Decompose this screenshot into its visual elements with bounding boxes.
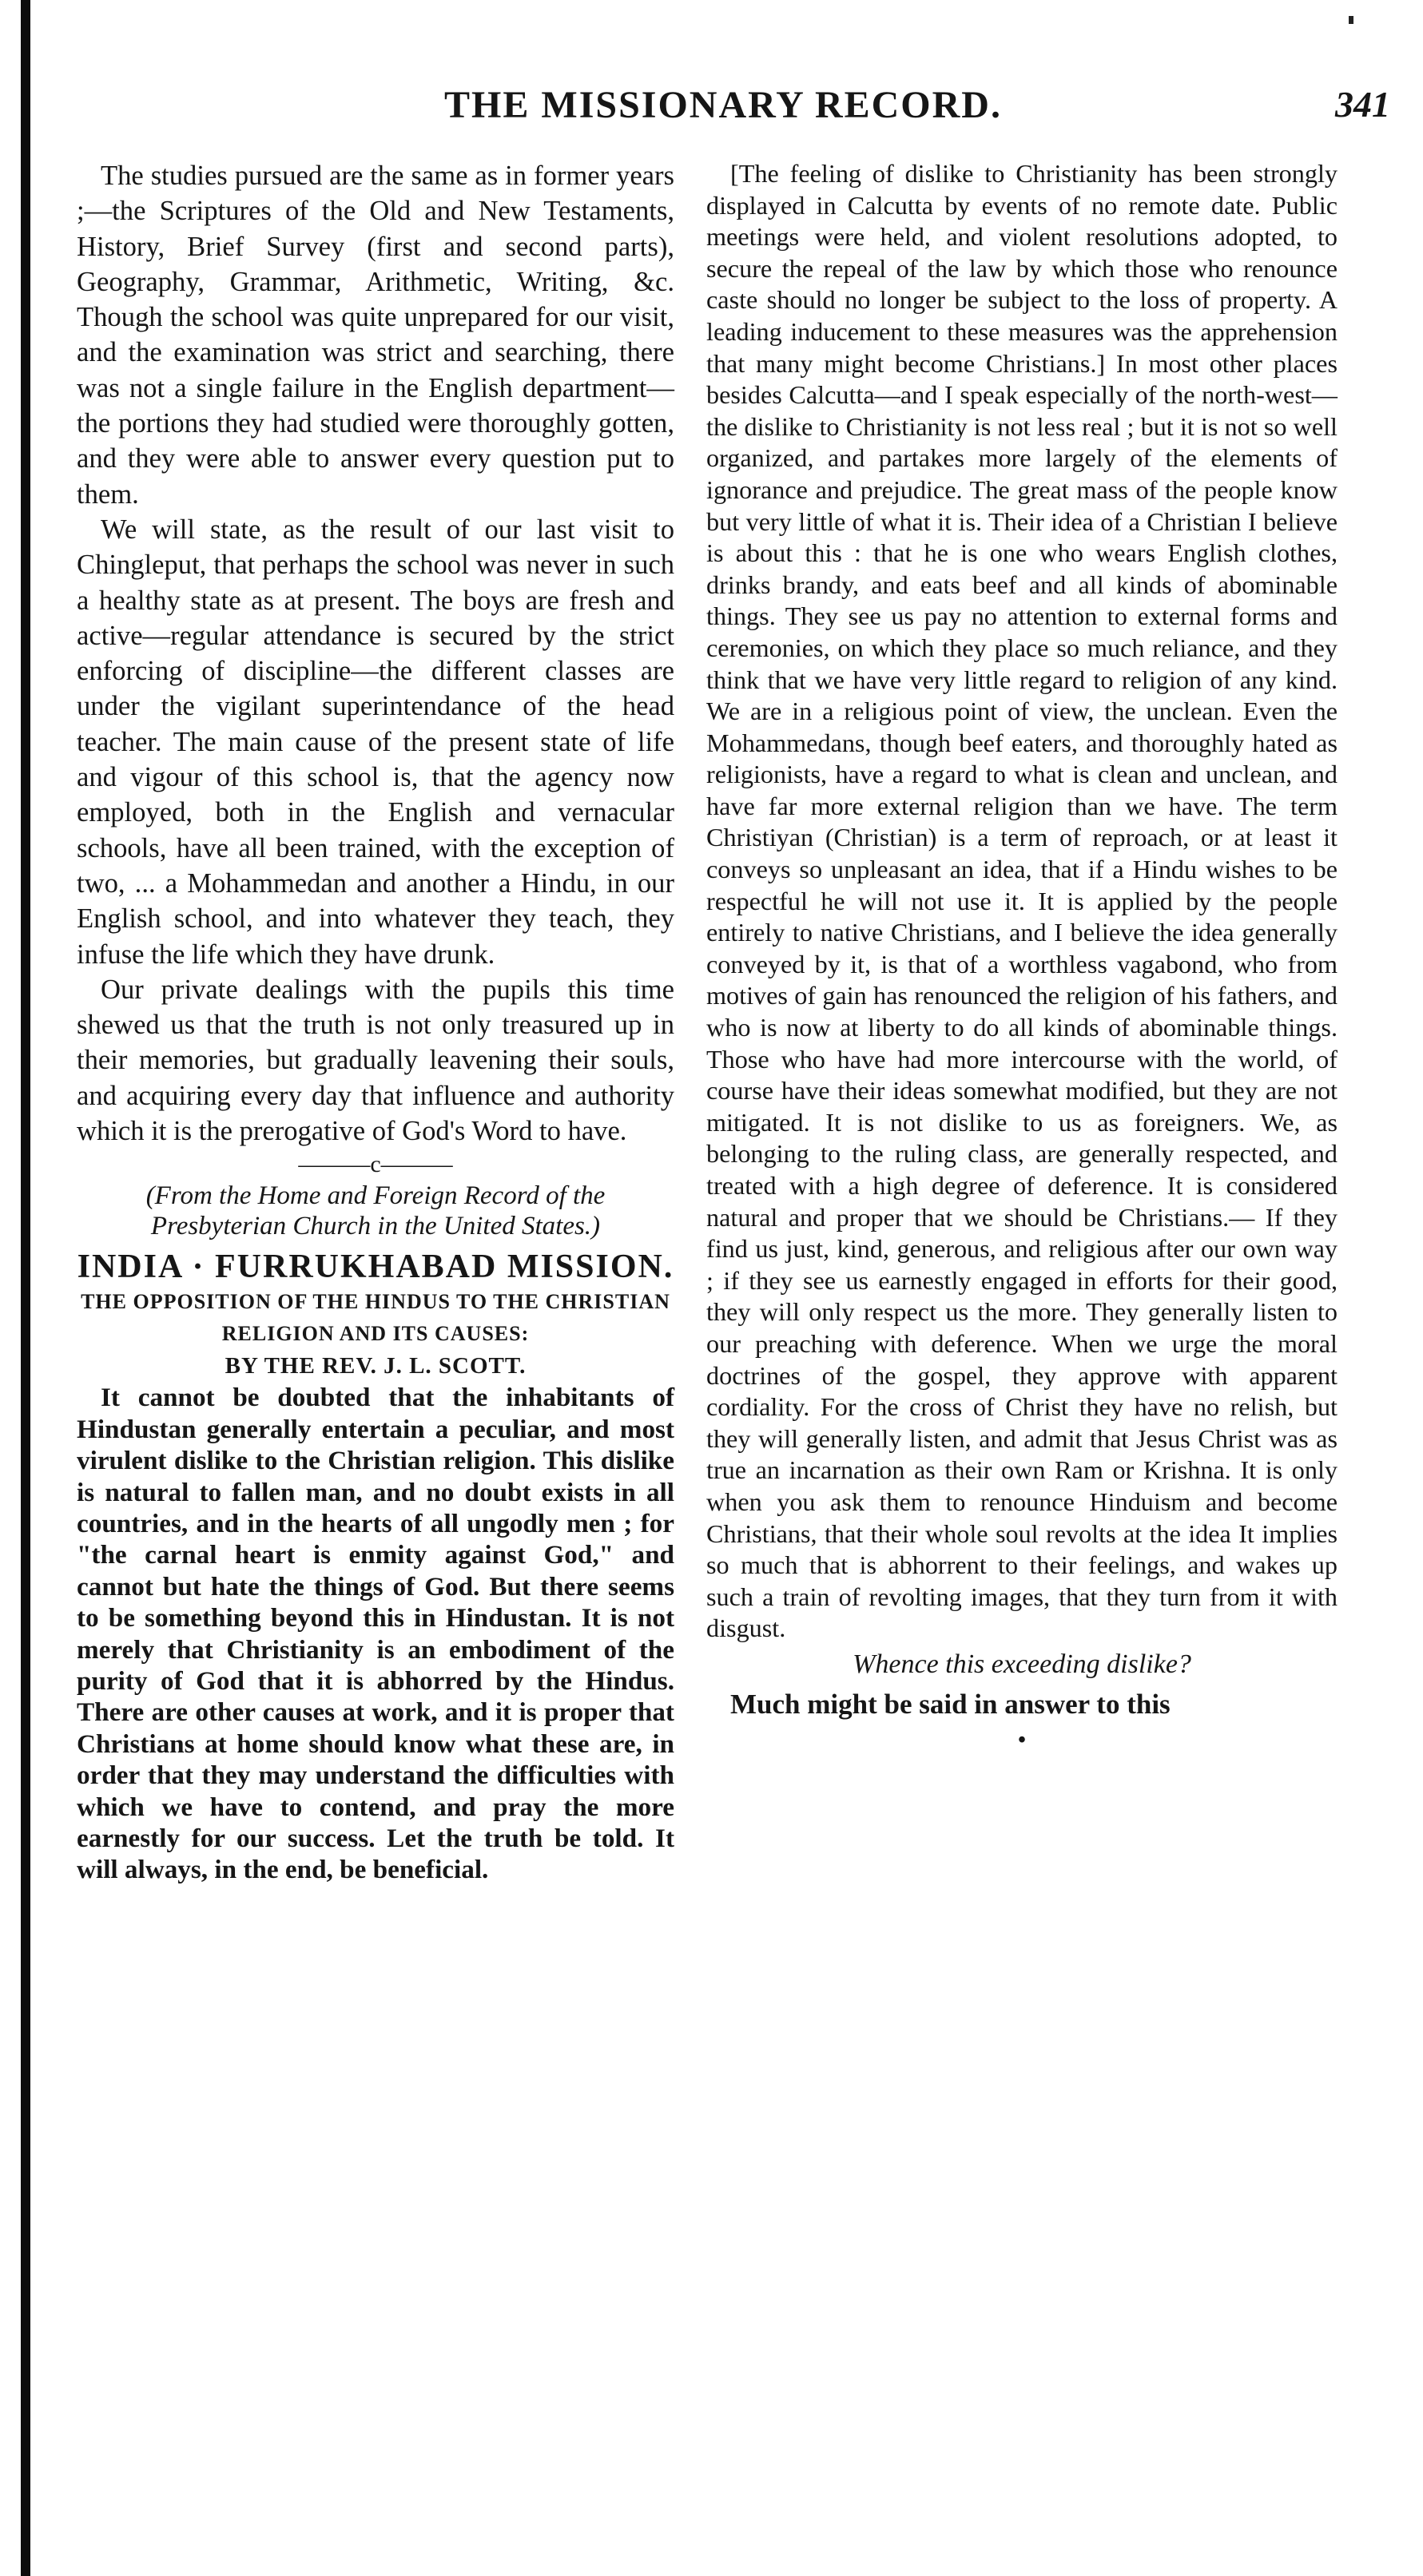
question-heading: Whence this exceeding dislike?: [853, 1649, 1191, 1679]
article-byline: BY THE REV. J. L. SCOTT.: [225, 1353, 527, 1379]
article-source: (From the Home and Foreign Record of the Presbyterian Church in the United States.): [145, 1181, 606, 1241]
paragraph-article-opening: It cannot be doubted that the inhabitants of Hindustan generally entertain a peculiar, and most virulent dislike to the Christian religion. This dislike is natural to fallen man, and no doubt exists in all countries, and in the hearts of all ungodly men ; for "the carnal heart is enmity against God," and cannot but hate the things of God. But there seems to be something beyond this in Hindustan. It is not merely that Christianity is an embodiment of the purity of God that it is abhorred by the Hindus. There are other causes at work, and it is proper that Christians at home should know what these are, in order that they may understand the difficulties with which we have to contend, and pray the more earnestly for our success. Let the truth be told. It will always, in the end, be beneficial.: [77, 1383, 674, 1885]
binding-rule: [21, 0, 30, 2576]
article-subtitle: THE OPPOSITION OF THE HINDUS TO THE CHRISTIAN RELIGION AND ITS CAUSES:: [81, 1290, 670, 1346]
section-separator: ———c———: [298, 1151, 453, 1178]
right-column: [706, 158, 1338, 1756]
paragraph-private-dealings: Our private dealings with the pupils this time shewed us that the truth is not only treasured up in their memories, but gradually leavening their souls, and acquiring every day that influence and authority which it is the prerogative of God's Word to have.: [77, 974, 674, 1147]
running-head: THE MISSIONARY RECORD.: [444, 84, 1002, 126]
paragraph-chingleput: We will state, as the result of our last visit to Chingleput, that perhaps the school was never in such a healthy state as at present. The boys are fresh and active—regular attendance is secured by the strict enforcing of discipline—the different classes are under the vigilant superintendance of the head teacher. The main cause of the present state of life and vigour of this school is, that the agency now employed, both in the English and vernacular schools, have all been trained, with the exception of two, ... a Mohammedan and another a Hindu, in our English school, and into whatever they teach, they infuse the life which they have drunk.: [77, 514, 674, 970]
page-number: 341: [1335, 84, 1390, 125]
page-header: [48, 83, 1398, 131]
end-mark: •: [1018, 1727, 1026, 1752]
paragraph-feeling-of-dislike: [The feeling of dislike to Christianity has been strongly displayed in Calcutta by events of no remote date. Public meetings were held, and violent resolutions adopted, to secure the repeal of the law by which those who renounce caste should no longer be subject to the loss of property. A leading inducement to these measures was the apprehension that many might become Christians.] In most other places besides Calcutta—and I speak especially of the north-west—the dislike to Christianity is not less real ; but it is not so well organized, and partakes more largely of the elements of ignorance and prejudice. The great mass of the people know but very little of what it is. Their idea of a Christian I believe is about this : that he is one who wears English clothes, drinks brandy, and eats beef and all kinds of abominable things. They see us pay no attention to external forms and ceremonies, on which they place so much reliance, and they think that we have very little regard to religion of any kind. We are in a religious point of view, the unclean. Even the Mohammedans, though beef eaters, and thoroughly hated as religionists, have a regard to what is clean and unclean, and have far more external religion than we have. The term Christiyan (Christian) is a term of reproach, or at least it conveys so unpleasant an idea, that if a Hindu wishes to be respectful he will not use it. It is applied by the people entirely to native Christians, and I believe the idea generally conveyed by it, is that of a worthless vagabond, who from motives of gain has renounced the religion of his fathers, and who is now at liberty to do all kinds of abominable things. Those who have had more intercourse with the world, of course have their ideas somewhat modified, but they are not mitigated. It is not dislike to us as foreigners. We, as belonging to the ruling class, are generally respected, and treated with a high degree of deference. It is considered natural and proper that we should be Christians.— If they find us just, kind, generous, and religious after our own way ; if they see us earnestly engaged in efforts for their good, they will only respect us the more. They generally listen to our preaching with deference. When we urge the moral doctrines of the gospel, they approve with apparent cordiality. For the cross of Christ they have no relish, but they will generally listen, and admit that Jesus Christ was as true an incarnation as their own Ram or Krishna. It is only when you ask them to renounce Hinduism and become Christians, that their whole soul revolts at the idea It implies so much that is abhorrent to their feelings, and wakes up such a train of revolting images, that they turn from it with disgust.: [706, 159, 1338, 1643]
paragraph-closing: Much might be said in answer to this: [730, 1688, 1171, 1720]
paragraph-studies: The studies pursued are the same as in former years ;—the Scriptures of the Old and New Testaments, History, Brief Survey (first and second parts), Geography, Grammar, Arithmetic, Writing, &c. Though the school was quite unprepared for our visit, and the examination was strict and searching, there was not a single failure in the English department—the portions they had studied were thoroughly gotten, and they were able to answer every question put to them.: [77, 161, 674, 510]
article-title: INDIA · FURRUKHABAD MISSION.: [77, 1248, 674, 1286]
corner-mark: [1349, 16, 1353, 24]
left-column: [77, 158, 674, 1886]
